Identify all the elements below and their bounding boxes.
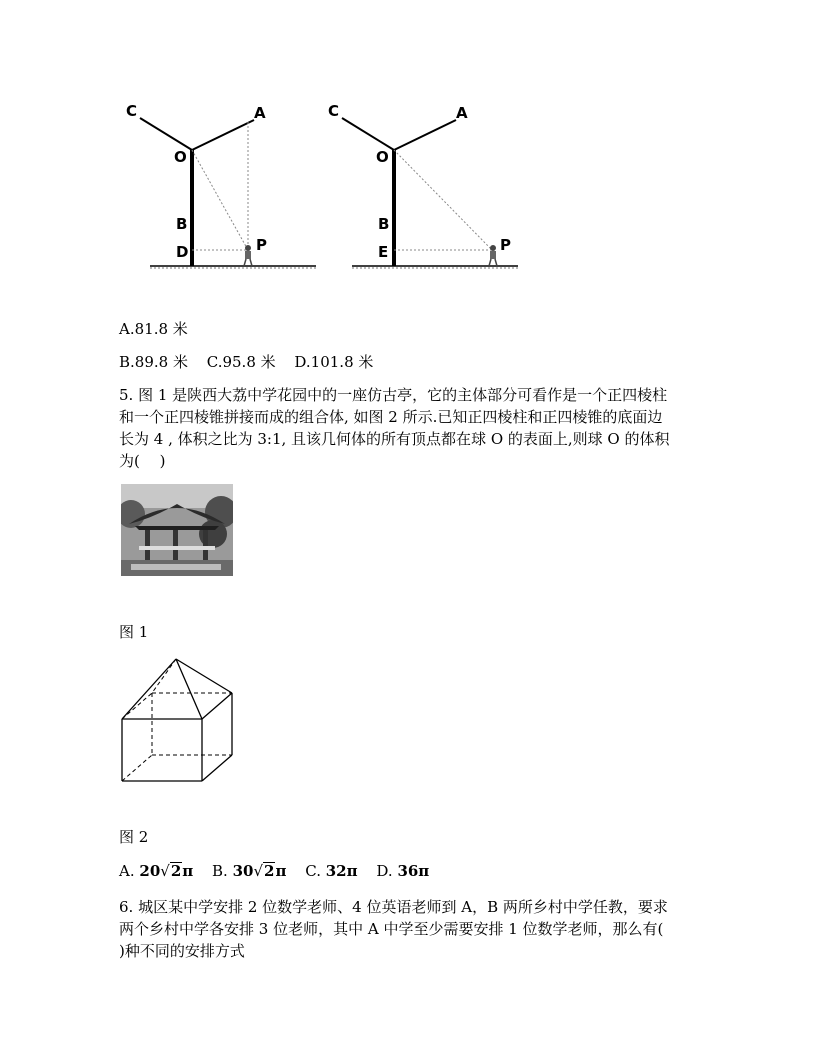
sqrt-icon: √ xyxy=(160,862,170,880)
left-label-A: A xyxy=(254,104,266,122)
figure-2-caption: 图 2 xyxy=(119,828,149,846)
right-label-P: P xyxy=(500,236,511,254)
q5-option-b-prefix: B. xyxy=(212,862,228,880)
person-icon xyxy=(244,245,252,266)
right-label-O: O xyxy=(376,148,389,166)
left-label-B: B xyxy=(176,215,188,233)
q5-option-b-pi: π xyxy=(275,862,287,880)
q4-option-a xyxy=(119,318,188,340)
right-label-A: A xyxy=(456,104,468,122)
q5-option-d xyxy=(376,860,429,882)
right-label-B: B xyxy=(378,215,390,233)
q4-option-b: B.89.8 米 xyxy=(119,353,188,371)
q5-option-c xyxy=(305,860,357,882)
figure-1-caption: 图 1 xyxy=(119,623,149,641)
q4-option-c: C.95.8 米 xyxy=(206,353,276,371)
sqrt-icon: √ xyxy=(253,862,264,880)
right-label-E: E xyxy=(378,243,389,261)
right-label-C: C xyxy=(328,102,340,120)
q5-line-1: 5. 图 1 是陕西大荔中学花园中的一座仿古亭，它的主体部分可看作是一个正四棱柱 xyxy=(119,386,668,404)
q5-option-b-radicand: 2 xyxy=(264,862,275,880)
prism-pyramid-figure xyxy=(118,655,238,785)
q5-option-a-coef: 20 xyxy=(139,862,161,880)
q6-stem xyxy=(119,896,668,962)
q5-option-a-pi: π xyxy=(182,862,194,880)
left-pole-diagram xyxy=(126,102,316,268)
q5-option-a xyxy=(119,860,193,882)
q5-line-2: 和一个正四棱锥拼接而成的组合体, 如图 2 所示.已知正四棱柱和正四棱锥的底面边 xyxy=(119,408,663,426)
q5-option-b-coef: 30 xyxy=(232,862,254,880)
q5-option-b xyxy=(212,860,286,882)
left-label-C: C xyxy=(126,102,138,120)
q5-options-row xyxy=(119,860,443,882)
q4-options-row xyxy=(119,351,387,373)
q4-option-d: D.101.8 米 xyxy=(294,353,374,371)
q5-line-3: 长为 4 , 体积之比为 3:1, 且该几何体的所有顶点都在球 O 的表面上,则球 O 的体积 xyxy=(119,430,670,448)
right-pole-diagram xyxy=(328,102,518,268)
q5-option-c-value: 32π xyxy=(325,862,358,880)
left-label-D: D xyxy=(176,243,189,261)
q6-line-2: 两个乡村中学各安排 3 位老师，其中 A 中学至少需要安排 1 位数学老师，那么有( xyxy=(119,920,664,938)
q5-option-d-value: 36π xyxy=(397,862,430,880)
q5-option-c-prefix: C. xyxy=(305,862,321,880)
left-label-O: O xyxy=(174,148,187,166)
left-label-P: P xyxy=(256,236,267,254)
pavilion-photo xyxy=(121,484,233,576)
person-icon xyxy=(489,245,497,266)
q5-option-a-prefix: A. xyxy=(119,862,135,880)
q5-stem xyxy=(119,384,670,472)
pole-diagrams-figure xyxy=(110,90,530,280)
q5-line-4: 为( ) xyxy=(119,452,166,470)
q6-line-1: 6. 城区某中学安排 2 位数学老师、4 位英语老师到 A，B 两所乡村中学任教，要求 xyxy=(119,898,668,916)
q6-line-3: )种不同的安排方式 xyxy=(119,942,245,960)
q5-option-a-radicand: 2 xyxy=(170,862,182,880)
q4-option-a-text: A.81.8 米 xyxy=(119,320,188,338)
q5-option-d-prefix: D. xyxy=(376,862,393,880)
